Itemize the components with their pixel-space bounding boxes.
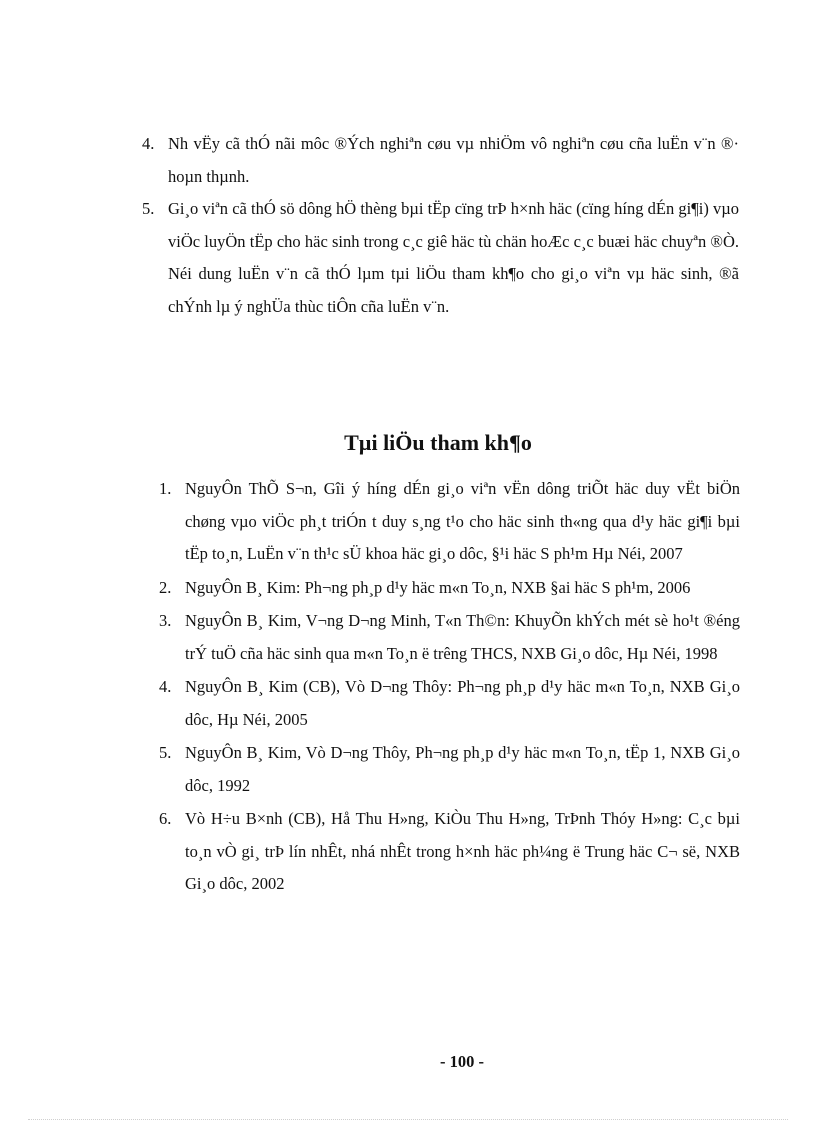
reference-item xyxy=(159,572,740,605)
reference-text: Vò H÷u B×nh (CB), Hå Thu H»ng, KiÒu Thu H»ng, TrÞnh Thóy H»ng: C¸c bµi to¸n vÒ gi¸ trÞ lín nhÊt, nhá nhÊt trong h×nh häc ph¼ng ë Trung häc C¬ së, NXB Gi¸o dôc, 2002 xyxy=(185,809,740,893)
conclusion-list xyxy=(142,128,739,323)
conclusion-item-text: Gi¸o viªn cã thÓ sö dông hÖ thèng bµi tËp cïng trÞ h×nh häc (cïng híng dÉn gi¶i) vµo viÖc luyÖn tËp cho häc sinh trong c¸c giê häc tù chän hoÆc c¸c buæi häc chuyªn ®Ò. Néi dung luËn v¨n cã thÓ lµm tµi liÖu tham kh¶o cho gi¸o viªn vµ häc sinh, ®ã chÝnh lµ ý nghÜa thùc tiÔn cña luËn v¨n. xyxy=(168,199,739,316)
reference-number: 4. xyxy=(159,677,172,696)
conclusion-item-text: Nh vËy cã thÓ nãi môc ®Ých nghiªn cøu vµ nhiÖm vô nghiªn cøu cña luËn v¨n ®· hoµn thµnh. xyxy=(168,134,739,186)
reference-number: 5. xyxy=(159,743,172,762)
reference-item xyxy=(159,737,740,802)
references-list xyxy=(159,473,740,902)
conclusion-item xyxy=(142,128,739,193)
reference-text: NguyÔn B¸ Kim, Vò D¬ng Thôy, Ph¬ng ph¸p d¹y häc m«n To¸n, tËp 1, NXB Gi¸o dôc, 1992 xyxy=(185,743,740,795)
reference-number: 1. xyxy=(159,479,172,498)
reference-text: NguyÔn B¸ Kim, V¬ng D¬ng Minh, T«n Th©n: KhuyÕn khÝch mét sè ho¹t ®éng trÝ tuÖ cña häc sinh qua m«n To¸n ë trêng THCS, NXB Gi¸o dôc, Hµ Néi, 1998 xyxy=(185,611,740,663)
conclusion-item xyxy=(142,193,739,323)
reference-text: NguyÔn B¸ Kim (CB), Vò D¬ng Thôy: Ph¬ng ph¸p d¹y häc m«n To¸n, NXB Gi¸o dôc, Hµ Néi, 2005 xyxy=(185,677,740,729)
reference-text: NguyÔn B¸ Kim: Ph¬ng ph¸p d¹y häc m«n To¸n, NXB §ai häc S ph¹m, 2006 xyxy=(185,577,691,597)
reference-number: 6. xyxy=(159,809,172,828)
references-heading: Tµi liÖu tham kh¶o xyxy=(344,430,532,455)
footer-divider xyxy=(28,1119,788,1120)
reference-item xyxy=(159,671,740,736)
reference-number: 2. xyxy=(159,577,172,597)
reference-item xyxy=(159,473,740,571)
conclusion-item-number: 4. xyxy=(142,134,155,153)
reference-item xyxy=(159,605,740,670)
page-number: - 100 - xyxy=(440,1052,484,1071)
reference-text: NguyÔn ThÕ S¬n, Gîi ý híng dÉn gi¸o viªn vËn dông triÕt häc duy vËt biÖn chøng vµo viÖc ph¸t triÓn t duy s¸ng t¹o cho häc sinh th«ng qua d¹y häc gi¶i bµi tËp to¸n, LuËn v¨n th¹c sÜ khoa häc gi¸o dôc, §¹i häc S ph¹m Hµ Néi, 2007 xyxy=(185,479,740,563)
reference-number: 3. xyxy=(159,611,172,630)
reference-item xyxy=(159,803,740,901)
conclusion-item-number: 5. xyxy=(142,199,155,218)
